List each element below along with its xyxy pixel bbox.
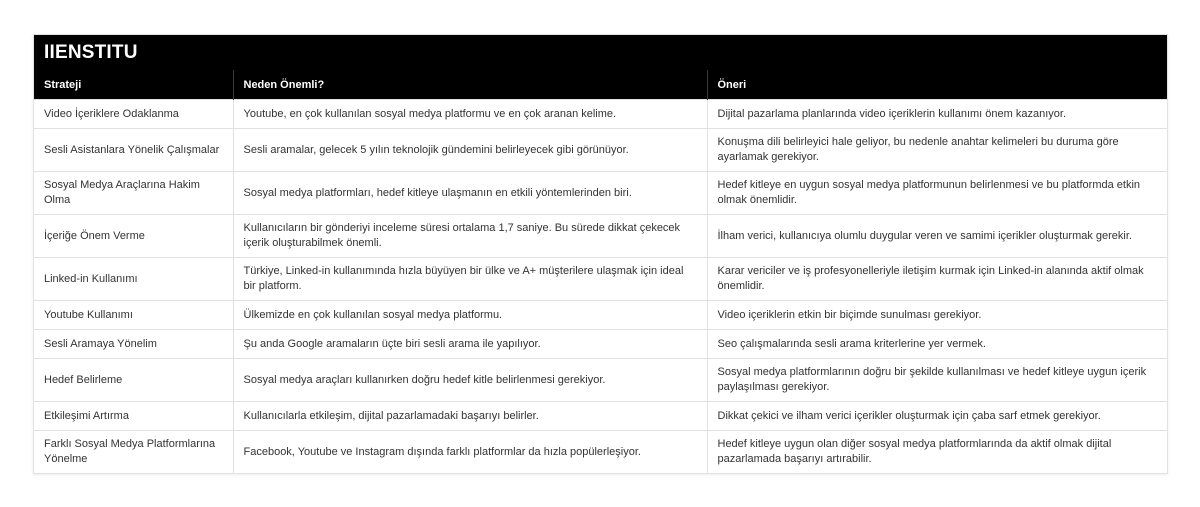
recommendation-cell: İlham verici, kullanıcıya olumlu duygular veren ve samimi içerikler oluşturmak gerekir. bbox=[707, 215, 1167, 258]
recommendation-cell: Dikkat çekici ve ilham verici içerikler oluşturmak için çaba sarf etmek gerekiyor. bbox=[707, 402, 1167, 431]
brand-title: IIENSTITU bbox=[34, 35, 1167, 70]
table-row bbox=[34, 172, 1167, 215]
recommendation-cell: Dijital pazarlama planlarında video içeriklerin kullanımı önem kazanıyor. bbox=[707, 100, 1167, 129]
recommendation-cell: Hedef kitleye en uygun sosyal medya platformunun belirlenmesi ve bu platformda etkin olmak önemlidir. bbox=[707, 172, 1167, 215]
reason-cell: Ülkemizde en çok kullanılan sosyal medya platformu. bbox=[233, 301, 707, 330]
strategy-cell: Hedef Belirleme bbox=[34, 359, 233, 402]
table-row bbox=[34, 258, 1167, 301]
reason-cell: Facebook, Youtube ve Instagram dışında farklı platformlar da hızla popülerleşiyor. bbox=[233, 431, 707, 474]
reason-cell: Kullanıcılarla etkileşim, dijital pazarlamadaki başarıyı belirler. bbox=[233, 402, 707, 431]
reason-cell: Türkiye, Linked-in kullanımında hızla büyüyen bir ülke ve A+ müşterilere ulaşmak için ideal bir platform. bbox=[233, 258, 707, 301]
strategy-cell: İçeriğe Önem Verme bbox=[34, 215, 233, 258]
table-row bbox=[34, 100, 1167, 129]
reason-cell: Kullanıcıların bir gönderiyi inceleme süresi ortalama 1,7 saniye. Bu sürede dikkat çekecek içerik oluşturabilmek önemli. bbox=[233, 215, 707, 258]
column-header-oneri: Öneri bbox=[707, 70, 1167, 100]
table-row bbox=[34, 129, 1167, 172]
strategy-table-card bbox=[33, 34, 1168, 474]
header-row bbox=[34, 70, 1167, 100]
recommendation-cell: Video içeriklerin etkin bir biçimde sunulması gerekiyor. bbox=[707, 301, 1167, 330]
strategy-cell: Farklı Sosyal Medya Platformlarına Yönelme bbox=[34, 431, 233, 474]
recommendation-cell: Seo çalışmalarında sesli arama kriterlerine yer vermek. bbox=[707, 330, 1167, 359]
table-row bbox=[34, 301, 1167, 330]
strategy-cell: Youtube Kullanımı bbox=[34, 301, 233, 330]
strategy-cell: Video İçeriklere Odaklanma bbox=[34, 100, 233, 129]
reason-cell: Sesli aramalar, gelecek 5 yılın teknolojik gündemini belirleyecek gibi görünüyor. bbox=[233, 129, 707, 172]
table-body bbox=[34, 100, 1167, 474]
table-row bbox=[34, 359, 1167, 402]
reason-cell: Youtube, en çok kullanılan sosyal medya platformu ve en çok aranan kelime. bbox=[233, 100, 707, 129]
recommendation-cell: Sosyal medya platformlarının doğru bir şekilde kullanılması ve hedef kitleye uygun içerik paylaşılması gerekiyor. bbox=[707, 359, 1167, 402]
strategy-cell: Sesli Asistanlara Yönelik Çalışmalar bbox=[34, 129, 233, 172]
strategy-cell: Etkileşimi Artırma bbox=[34, 402, 233, 431]
recommendation-cell: Karar vericiler ve iş profesyonelleriyle iletişim kurmak için Linked-in alanında aktif olmak önemlidir. bbox=[707, 258, 1167, 301]
table-row bbox=[34, 431, 1167, 474]
table-row bbox=[34, 215, 1167, 258]
recommendation-cell: Konuşma dili belirleyici hale geliyor, bu nedenle anahtar kelimeleri bu duruma göre ayarlamak gerekiyor. bbox=[707, 129, 1167, 172]
reason-cell: Sosyal medya platformları, hedef kitleye ulaşmanın en etkili yöntemlerinden biri. bbox=[233, 172, 707, 215]
strategy-cell: Linked-in Kullanımı bbox=[34, 258, 233, 301]
table-row bbox=[34, 402, 1167, 431]
strategy-table bbox=[34, 70, 1167, 473]
strategy-cell: Sesli Aramaya Yönelim bbox=[34, 330, 233, 359]
strategy-cell: Sosyal Medya Araçlarına Hakim Olma bbox=[34, 172, 233, 215]
column-header-strateji: Strateji bbox=[34, 70, 233, 100]
reason-cell: Sosyal medya araçları kullanırken doğru hedef kitle belirlenmesi gerekiyor. bbox=[233, 359, 707, 402]
column-header-neden-onemli: Neden Önemli? bbox=[233, 70, 707, 100]
reason-cell: Şu anda Google aramaların üçte biri sesli arama ile yapılıyor. bbox=[233, 330, 707, 359]
recommendation-cell: Hedef kitleye uygun olan diğer sosyal medya platformlarında da aktif olmak dijital pazarlamada başarıyı artırabilir. bbox=[707, 431, 1167, 474]
table-row bbox=[34, 330, 1167, 359]
table-header bbox=[34, 70, 1167, 100]
